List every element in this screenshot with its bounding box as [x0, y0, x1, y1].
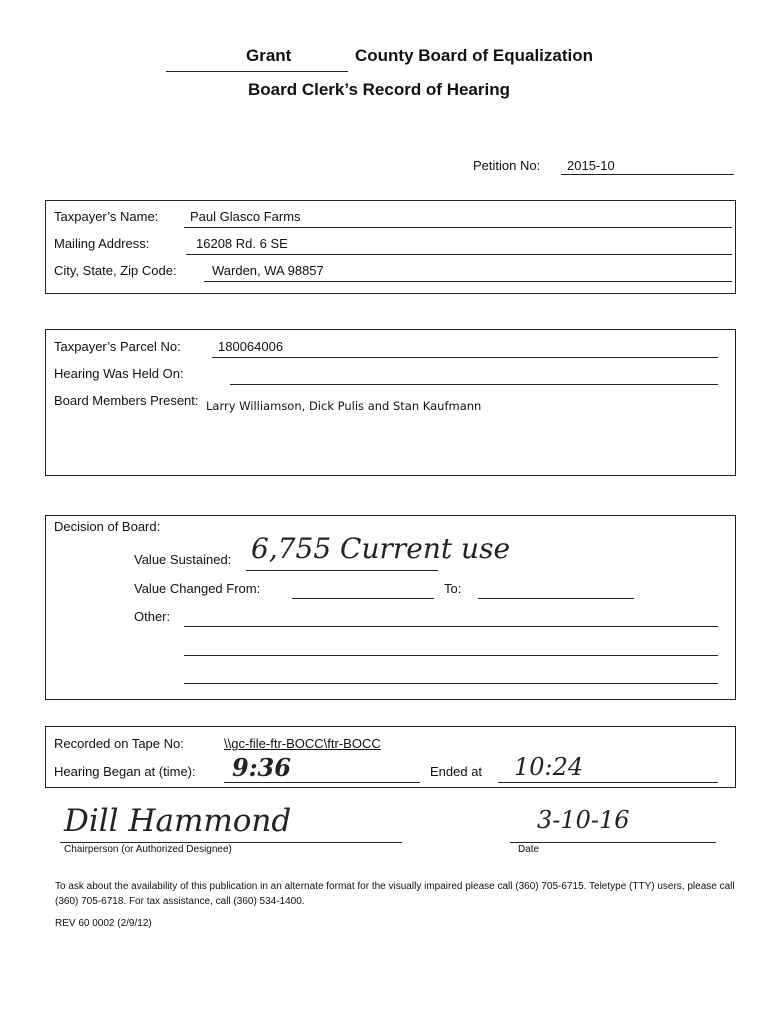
- parcel-label: Taxpayer’s Parcel No:: [54, 339, 181, 354]
- value-changed-from-underline: [292, 598, 434, 599]
- value-changed-to-underline: [478, 598, 634, 599]
- decision-section: [45, 515, 736, 700]
- hearing-began-underline: [224, 782, 420, 783]
- value-sustained: 6,755 Current use: [251, 532, 511, 565]
- mailing-address-label: Mailing Address:: [54, 236, 150, 251]
- county-underline: [166, 71, 348, 72]
- date-caption: Date: [518, 844, 540, 855]
- other-line-2: [184, 655, 718, 656]
- hearing-began-time: 9:36: [232, 753, 291, 782]
- signature-line: [60, 842, 402, 843]
- petition-number: 2015-10: [567, 158, 615, 173]
- mailing-address: 16208 Rd. 6 SE: [196, 236, 288, 251]
- hearing-ended-underline: [498, 782, 718, 783]
- other-line-1: [184, 626, 718, 627]
- tape-number: \\gc-file-ftr-BOCC\ftr-BOCC: [224, 736, 381, 751]
- other-label: Other:: [134, 609, 171, 624]
- hearing-held-underline: [230, 384, 718, 385]
- form-revision: REV 60 0002 (2/9/12): [55, 918, 152, 929]
- value-changed-label: Value Changed From:: [134, 581, 261, 596]
- ended-label: Ended at: [430, 764, 483, 779]
- hearing-began-label: Hearing Began at (time):: [54, 764, 196, 779]
- form-title: County Board of Equalization: [355, 46, 593, 65]
- hearing-held-label: Hearing Was Held On:: [54, 366, 184, 381]
- form-subtitle: Board Clerk’s Record of Hearing: [248, 80, 510, 99]
- parcel-underline: [212, 357, 718, 358]
- city-state-zip-label: City, State, Zip Code:: [54, 263, 177, 278]
- parcel-number: 180064006: [218, 339, 284, 354]
- chairperson-signature: Dill Hammond: [64, 803, 292, 839]
- board-members-label: Board Members Present:: [54, 393, 199, 408]
- tape-label: Recorded on Tape No:: [54, 736, 184, 751]
- decision-label: Decision of Board:: [54, 519, 161, 534]
- value-sustained-underline: [246, 570, 438, 571]
- board-members: Larry Williamson, Dick Pulis and Stan Kaufmann: [206, 399, 482, 413]
- recording-section: [45, 726, 736, 788]
- accessibility-notice: To ask about the availability of this publication in an alternate format for the visually impaired please call (360) 705-6715. Teletype (TTY) users, please call (360) 705-6718. For tax assistance, call (360) 534-1400.: [55, 881, 735, 907]
- to-label: To:: [444, 581, 462, 596]
- taxpayer-name-label: Taxpayer’s Name:: [54, 209, 159, 224]
- taxpayer-name: Paul Glasco Farms: [190, 209, 301, 224]
- petition-underline: [561, 174, 734, 175]
- city-state-zip-underline: [204, 281, 732, 282]
- signature-date: 3-10-16: [537, 806, 630, 834]
- hearing-ended-time: 10:24: [514, 753, 584, 781]
- taxpayer-name-underline: [184, 227, 732, 228]
- parcel-section: [45, 329, 736, 476]
- signature-caption: Chairperson (or Authorized Designee): [64, 844, 232, 855]
- date-line: [510, 842, 716, 843]
- mailing-address-underline: [186, 254, 732, 255]
- county-name: Grant: [246, 46, 292, 65]
- city-state-zip: Warden, WA 98857: [212, 263, 324, 278]
- taxpayer-section: [45, 200, 736, 294]
- value-sustained-label: Value Sustained:: [134, 552, 232, 567]
- other-line-3: [184, 683, 718, 684]
- petition-label: Petition No:: [473, 158, 541, 173]
